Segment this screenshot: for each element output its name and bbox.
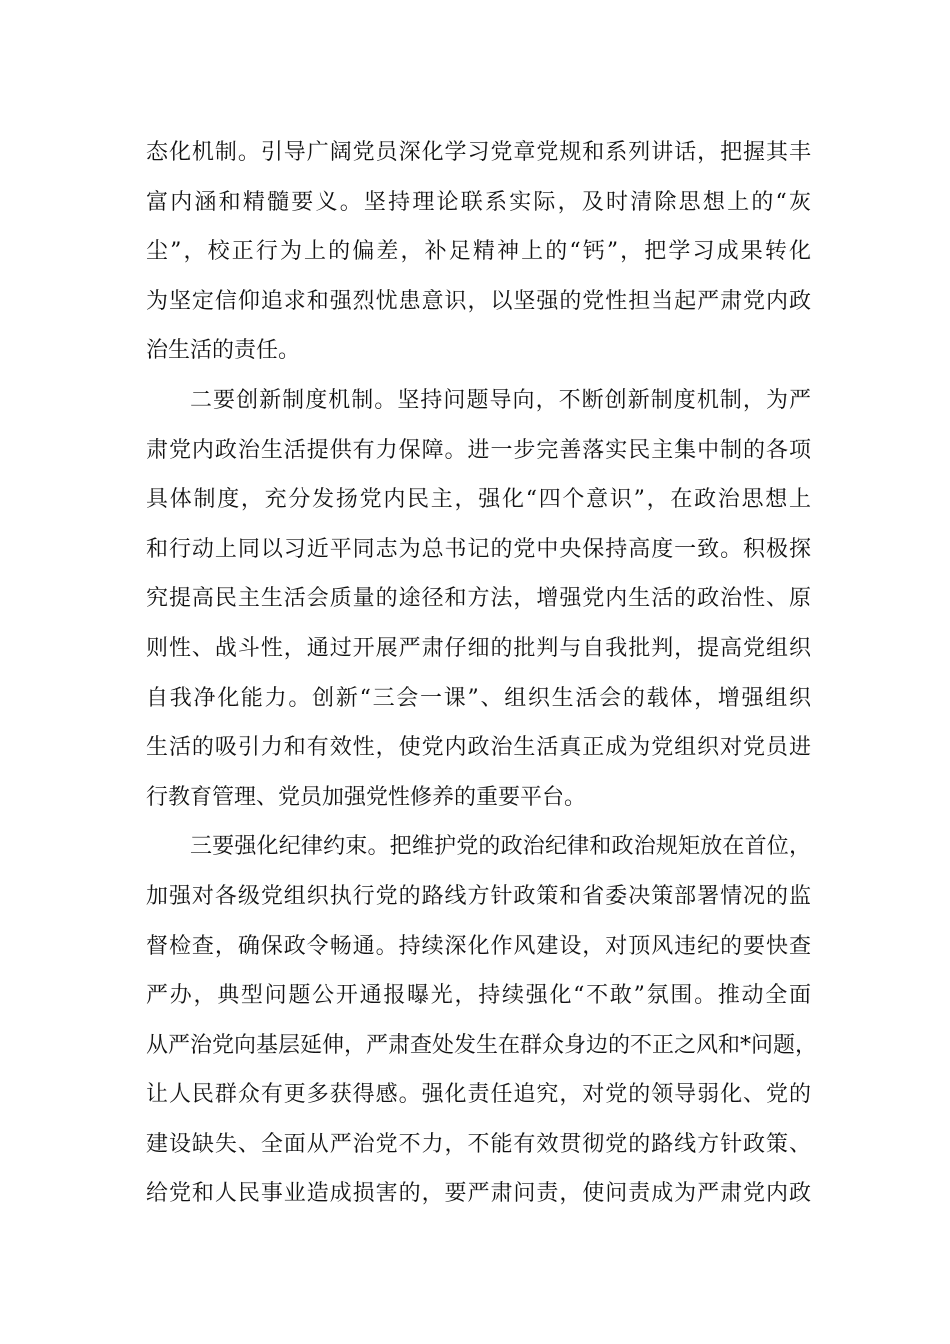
text-line: 建设缺失、全面从严治党不力，不能有效贯彻党的路线方针政策、 [146, 1131, 811, 1157]
text-line: 则性、战斗性，通过开展严肃仔细的批判与自我批判，提高党组织 [146, 635, 811, 661]
text-line: 让人民群众有更多获得感。强化责任追究，对党的领导弱化、党的 [146, 1082, 811, 1108]
text-line: 尘”，校正行为上的偏差，补足精神上的“钙”，把学习成果转化 [146, 239, 811, 265]
text-line: 严办，典型问题公开通报曝光，持续强化“不敢”氛围。推动全面 [146, 983, 811, 1009]
text-line: 二要创新制度机制。坚持问题导向，不断创新制度机制，为严 [190, 387, 811, 413]
text-line: 富内涵和精髓要义。坚持理论联系实际，及时清除思想上的“灰 [146, 189, 811, 215]
text-line: 态化机制。引导广阔党员深化学习党章党规和系列讲话，把握其丰 [146, 140, 811, 165]
text-line: 生活的吸引力和有效性，使党内政治生活真正成为党组织对党员进 [146, 735, 811, 761]
text-line: 三要强化纪律约束。把维护党的政治纪律和政治规矩放在首位， [190, 834, 811, 860]
document-body [146, 128, 818, 1219]
text-line: 治生活的责任。 [146, 338, 301, 364]
text-line: 行教育管理、党员加强党性修养的重要平台。 [146, 784, 587, 810]
text-line: 给党和人民事业造成损害的，要严肃问责，使问责成为严肃党内政 [146, 1181, 811, 1207]
text-line: 督检查，确保政令畅通。持续深化作风建设，对顶风违纪的要快查 [146, 933, 811, 959]
text-line: 自我净化能力。创新“三会一课”、组织生活会的载体，增强组织 [146, 685, 811, 711]
text-line: 从严治党向基层延伸，严肃查处发生在群众身边的不正之风和*问题， [146, 1032, 818, 1058]
text-line: 究提高民主生活会质量的途径和方法，增强党内生活的政治性、原 [146, 586, 811, 612]
text-line: 具体制度，充分发扬党内民主，强化“四个意识”，在政治思想上 [146, 487, 811, 513]
text-line: 为坚定信仰追求和强烈忧患意识，以坚强的党性担当起严肃党内政 [146, 288, 811, 314]
text-line: 肃党内政治生活提供有力保障。进一步完善落实民主集中制的各项 [146, 437, 811, 463]
text-line: 加强对各级党组织执行党的路线方针政策和省委决策部署情况的监 [146, 883, 811, 909]
text-line: 和行动上同以习近平同志为总书记的党中央保持高度一致。积极探 [146, 536, 811, 562]
